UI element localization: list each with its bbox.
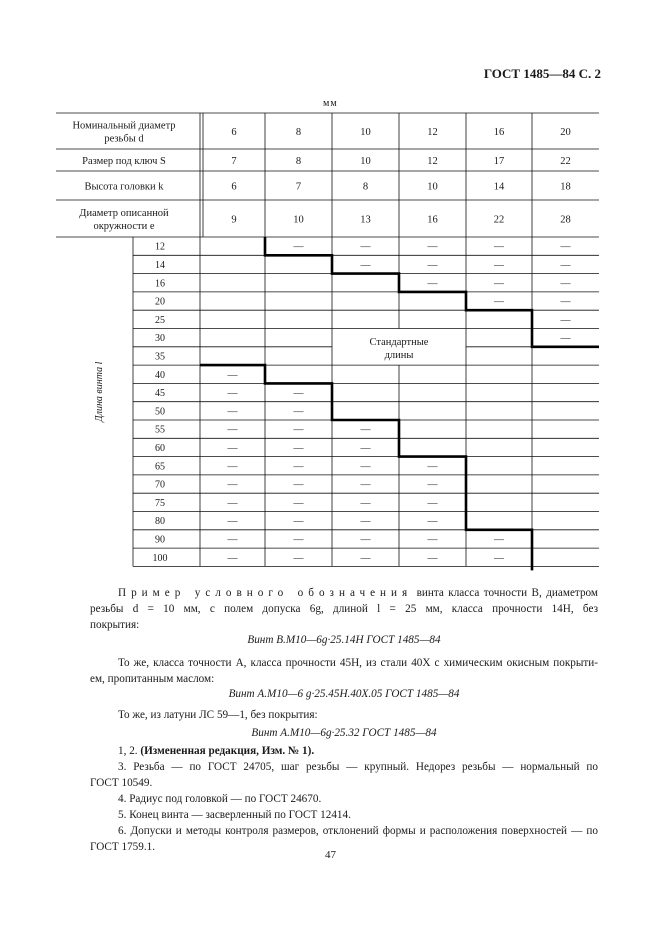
- cell-dash-16-3: —: [427, 534, 438, 546]
- cell-dash-0-3: —: [427, 241, 438, 253]
- cell-dash-1-4: —: [494, 259, 504, 271]
- cell-dash-9-0: —: [227, 406, 238, 418]
- length-value-17: 100: [152, 552, 168, 564]
- paragraph-2-line-2: ем, пропитанным маслом:: [90, 673, 215, 685]
- designation-2: Винт А.М10—6 g·25.45Н.40Х.05 ГОСТ 1485—84: [228, 688, 460, 700]
- cell-dash-15-0: —: [227, 516, 238, 528]
- length-value-10: 55: [155, 424, 165, 436]
- cell-dash-2-4: —: [494, 278, 504, 290]
- example-paragraph: [90, 585, 598, 633]
- cell-dash-11-2: —: [360, 442, 371, 454]
- length-value-7: 40: [155, 369, 165, 381]
- length-value-15: 80: [155, 516, 165, 528]
- cell-dash-15-3: —: [427, 516, 438, 528]
- param-value-1-0: 7: [231, 156, 237, 167]
- note-6-line-2: ГОСТ 1759.1.: [90, 841, 156, 853]
- cell-dash-17-0: —: [227, 552, 238, 564]
- length-value-11: 60: [155, 442, 165, 454]
- note-1-2: [90, 743, 598, 759]
- cell-dash-15-2: —: [360, 516, 371, 528]
- cell-dash-1-5: —: [560, 259, 571, 271]
- note-3-line-2: ГОСТ 10549.: [90, 777, 153, 789]
- designation-1: Винт В.М10—6g·25.14Н ГОСТ 1485—84: [247, 634, 441, 646]
- note-4: 4. Радиус под головкой — по ГОСТ 24670.: [118, 793, 322, 805]
- cell-dash-13-1: —: [293, 479, 304, 491]
- cell-dash-17-4: —: [494, 552, 504, 564]
- cell-dash-15-1: —: [293, 516, 304, 528]
- length-value-9: 50: [155, 406, 165, 418]
- param-value-1-2: 10: [360, 156, 371, 167]
- param-value-0-1: 8: [295, 127, 302, 138]
- param-value-1-3: 12: [427, 156, 438, 167]
- example-line-2: резьбы d = 10 мм, с полем допуска 6g, длиной l = 25 мм, класса прочности 14Н, без: [90, 603, 598, 615]
- param-value-3-1: 10: [293, 214, 304, 226]
- cell-dash-12-1: —: [293, 461, 304, 473]
- param-value-3-5: 28: [560, 214, 571, 226]
- cell-dash-13-3: —: [427, 479, 438, 491]
- example-line-1: [90, 585, 598, 601]
- cell-dash-10-2: —: [360, 424, 371, 436]
- length-value-2: 16: [155, 278, 165, 290]
- length-value-6: 35: [155, 351, 165, 363]
- cell-dash-5-5: —: [560, 333, 571, 345]
- note-3-line-1: 3. Резьба — по ГОСТ 24705, шаг резьбы — крупный. Недорез резьбы — нормальный по: [118, 761, 598, 773]
- length-value-8: 45: [155, 388, 165, 400]
- cell-dash-7-0: —: [227, 369, 238, 381]
- param-value-1-1: 8: [295, 156, 302, 167]
- cell-dash-0-1: —: [293, 241, 304, 253]
- length-value-14: 75: [155, 497, 165, 509]
- param-value-0-2: 10: [360, 127, 371, 138]
- cell-dash-3-5: —: [560, 296, 571, 308]
- note-5: 5. Конец винта — засверленный по ГОСТ 12414.: [118, 809, 351, 821]
- cell-dash-16-2: —: [360, 534, 371, 546]
- note-6-line-1: 6. Допуски и методы контроля размеров, отклонений формы и расположения поверхностей — по: [118, 825, 598, 837]
- param-label-1-0: Размер под ключ S: [82, 156, 166, 167]
- cell-dash-11-1: —: [293, 442, 304, 454]
- param-label-2-0: Высота головки k: [84, 181, 164, 193]
- cell-dash-14-1: —: [293, 497, 304, 509]
- param-value-2-4: 14: [493, 181, 505, 193]
- page-number: 47: [325, 849, 336, 861]
- length-value-3: 20: [155, 296, 165, 308]
- cell-dash-14-3: —: [427, 497, 438, 509]
- cell-dash-16-1: —: [293, 534, 304, 546]
- cell-dash-13-0: —: [227, 479, 238, 491]
- param-value-1-5: 22: [560, 156, 571, 167]
- paragraph-2-line-1: То же, класса точности А, класса прочности 45Н, из стали 40Х с химическим окисным покрыти-: [118, 657, 598, 669]
- notes: [90, 743, 598, 855]
- length-value-16: 90: [155, 534, 165, 546]
- param-value-2-2: 8: [362, 181, 369, 193]
- cell-dash-1-2: —: [360, 259, 371, 271]
- param-label-3-1: окружности e: [93, 221, 155, 232]
- cell-dash-10-1: —: [293, 424, 304, 436]
- paragraph-2: [90, 655, 598, 687]
- param-value-2-1: 7: [295, 181, 302, 193]
- param-value-2-0: 6: [231, 181, 237, 193]
- param-value-0-3: 12: [427, 127, 438, 138]
- paragraph-3-line: То же, из латуни ЛС 59—1, без покрытия:: [118, 709, 318, 721]
- cell-dash-8-1: —: [293, 388, 304, 400]
- standard-lengths-label-0: Стандартные: [369, 336, 429, 348]
- length-value-12: 65: [155, 461, 165, 473]
- param-value-3-0: 9: [231, 214, 237, 226]
- cell-dash-17-2: —: [360, 552, 371, 564]
- cell-dash-2-5: —: [560, 278, 571, 290]
- paragraph-3: [90, 707, 598, 723]
- param-value-3-3: 16: [427, 214, 438, 226]
- cell-dash-13-2: —: [360, 479, 371, 491]
- param-label-3-0: Диаметр описанной: [79, 208, 169, 219]
- param-value-3-4: 22: [493, 214, 505, 226]
- cell-dash-4-5: —: [560, 314, 571, 326]
- cell-dash-17-1: —: [293, 552, 304, 564]
- length-value-13: 70: [155, 479, 165, 491]
- cell-dash-0-5: —: [560, 241, 571, 253]
- param-value-0-0: 6: [231, 127, 237, 138]
- page-header: ГОСТ 1485—84 С. 2: [483, 66, 601, 81]
- example-intro-rest: винта класса точности В, диаметром: [412, 587, 598, 599]
- length-axis-label: Длина винта l: [94, 361, 105, 422]
- cell-dash-12-0: —: [227, 461, 238, 473]
- cell-dash-0-4: —: [494, 241, 504, 253]
- cell-dash-12-3: —: [427, 461, 438, 473]
- cell-dash-14-2: —: [360, 497, 371, 509]
- cell-dash-14-0: —: [227, 497, 238, 509]
- cell-dash-10-0: —: [227, 424, 238, 436]
- example-intro-spaced: Пример условного обозначения: [118, 587, 413, 599]
- cell-dash-12-2: —: [360, 461, 371, 473]
- example-line-3: покрытия:: [90, 619, 140, 631]
- designation-3: Винт А.М10—6g·25.32 ГОСТ 1485—84: [251, 727, 437, 739]
- length-value-4: 25: [155, 314, 165, 326]
- param-value-3-2: 13: [360, 214, 371, 226]
- param-value-2-3: 10: [427, 181, 438, 193]
- length-value-0: 12: [155, 241, 165, 253]
- note-1-2-number: 1, 2.: [118, 745, 141, 757]
- cell-dash-3-4: —: [494, 296, 504, 308]
- cell-dash-16-0: —: [227, 534, 238, 546]
- cell-dash-1-3: —: [427, 259, 438, 271]
- param-value-1-4: 17: [493, 156, 505, 167]
- cell-dash-9-1: —: [293, 406, 304, 418]
- length-value-5: 30: [155, 333, 165, 345]
- cell-dash-11-0: —: [227, 442, 238, 454]
- cell-dash-8-0: —: [227, 388, 238, 400]
- param-value-2-5: 18: [560, 181, 571, 193]
- param-label-0-0: Номинальный диаметр: [72, 120, 176, 132]
- cell-dash-16-4: —: [494, 534, 504, 546]
- length-value-1: 14: [155, 259, 165, 271]
- standard-lengths-label-1: длины: [384, 349, 414, 361]
- cell-dash-2-3: —: [427, 278, 438, 290]
- cell-dash-0-2: —: [360, 241, 371, 253]
- param-label-0-1: резьбы d: [104, 133, 144, 145]
- param-value-0-4: 16: [493, 127, 505, 138]
- param-value-0-5: 20: [560, 127, 571, 138]
- unit-label: мм: [323, 98, 338, 109]
- note-1-2-bold: (Измененная редакция, Изм. № 1).: [140, 745, 315, 757]
- cell-dash-17-3: —: [427, 552, 438, 564]
